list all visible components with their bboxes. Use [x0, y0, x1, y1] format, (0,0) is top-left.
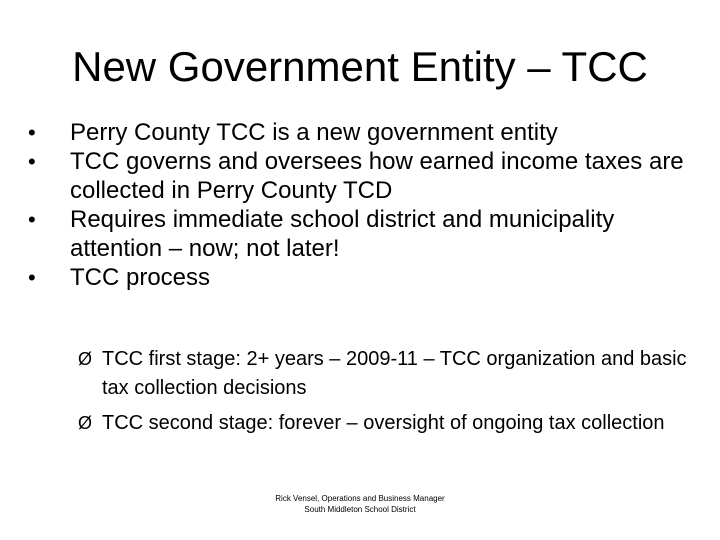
bullet-item: [28, 118, 688, 147]
bullet-text: TCC process: [70, 264, 211, 291]
bullet-list: [28, 118, 688, 292]
bullet-marker: •: [28, 207, 36, 232]
bullet-marker: •: [28, 265, 36, 290]
footer-organization: South Middleton School District: [304, 505, 416, 514]
arrow-bullet-icon: Ø: [78, 349, 93, 369]
arrow-bullet-icon: Ø: [78, 413, 93, 433]
bullet-item: [28, 205, 688, 263]
bullet-text: Perry County TCC is a new government entity: [70, 119, 558, 146]
sub-bullet-text: TCC second stage: forever – oversight of ongoing tax collection: [102, 412, 665, 434]
footer-author: Rick Vensel, Operations and Business Manager: [275, 494, 445, 503]
bullet-marker: •: [28, 120, 36, 145]
slide-title: New Government Entity – TCC: [72, 43, 648, 90]
bullet-item: [28, 147, 688, 205]
sub-bullet-item: [78, 345, 688, 403]
sub-bullet-item: [78, 409, 688, 438]
sub-bullet-text: TCC first stage: 2+ years – 2009-11 – TCC organization and basic tax collection decisions: [102, 348, 687, 399]
bullet-text: Requires immediate school district and municipality attention – now; not later!: [70, 206, 615, 262]
sub-bullet-list: [78, 345, 688, 444]
bullet-marker: •: [28, 149, 36, 174]
bullet-text: TCC governs and oversees how earned income taxes are collected in Perry County TCD: [70, 148, 684, 204]
bullet-item: [28, 263, 688, 292]
slide-footer: [0, 493, 720, 515]
